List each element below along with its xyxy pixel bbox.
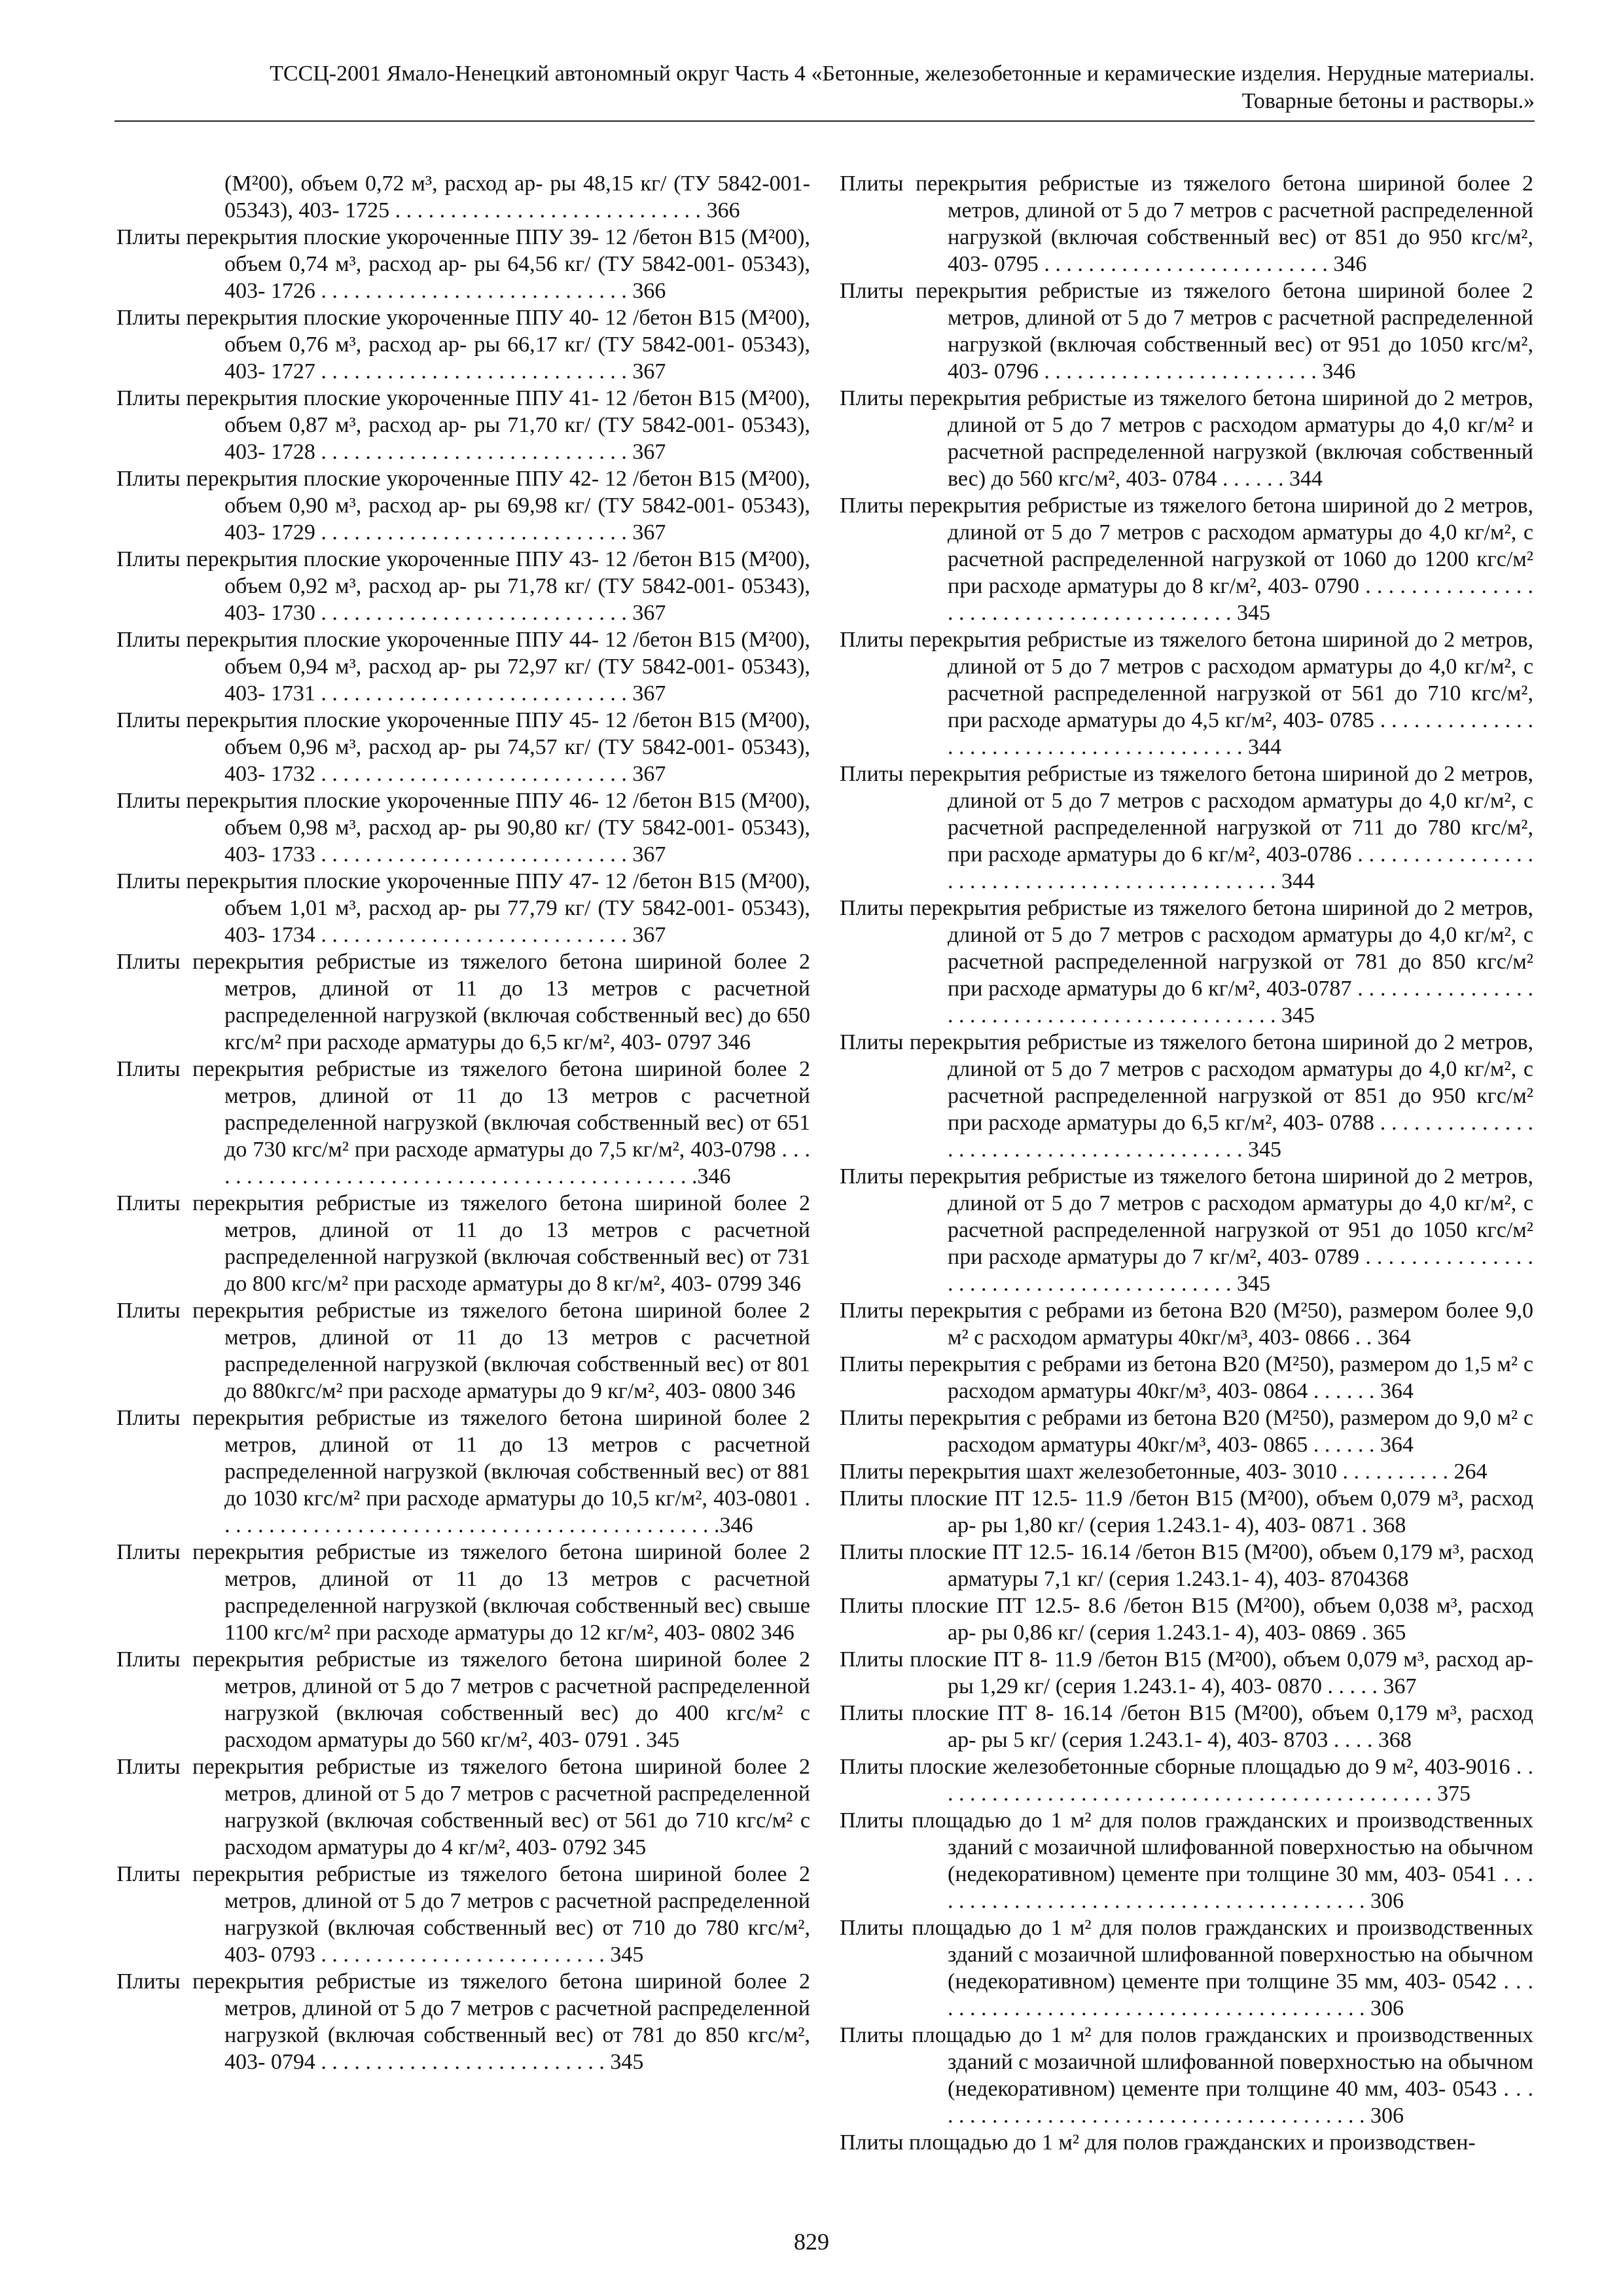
index-entry: Плиты перекрытия ребристые из тяжелого бетона шириной более 2 метров, длиной от 11 до 13 метров с расчетной распределенной нагрузкой (включая собственный вес) до 650 кгс/м² при расходе арматуры до 6,5 кг/м², 403- 0797 346 xyxy=(116,950,810,1054)
index-entry: Плиты плоские ПТ 12.5- 11.9 /бетон В15 (М²00), объем 0,079 м³, расход ар- ры 1,80 кг/ (серия 1.243.1- 4), 403- 0871 . 368 xyxy=(840,1486,1533,1537)
index-entry: Плиты площадью до 1 м² для полов гражданских и производственных зданий с мозаичной шлифованной поверхностью на обычном (недекоративном) цементе при толщине 35 мм, 403- 0542 . . . . . . . . . . . . . . . . . . . . . . . . . . . . . . . . . . . . . . . . . 306 xyxy=(840,1916,1533,2020)
index-entry: Плиты перекрытия шахт железобетонные, 403- 3010 . . . . . . . . . . 264 xyxy=(840,1460,1488,1484)
index-entry: Плиты перекрытия плоские укороченные ППУ 39- 12 /бетон В15 (М²00), объем 0,74 м³, расход ар- ры 64,56 кг/ (ТУ 5842-001- 05343), 403- 1726 . . . . . . . . . . . . . . . . . . . . . . . . . . . . 366 xyxy=(116,225,810,303)
index-entry: Плиты плоские железобетонные сборные площадью до 9 м², 403-9016 . . . . . . . . . . . . . . . . . . . . . . . . . . . . . . . . . . . . . . . . . . . . . . 375 xyxy=(840,1755,1533,1806)
running-header-line-1: ТССЦ-2001 Ямало-Ненецкий автономный округ Часть 4 «Бетонные, железобетонные и керамические изделия. Нерудные материалы. xyxy=(270,62,1535,86)
index-entry: Плиты перекрытия ребристые из тяжелого бетона шириной более 2 метров, длиной от 11 до 13 метров с расчетной распределенной нагрузкой (включая собственный вес) свыше 1100 кгс/м² при расходе арматуры до 12 кг/м², 403- 0802 346 xyxy=(116,1540,810,1645)
index-entry: Плиты перекрытия плоские укороченные ППУ 42- 12 /бетон В15 (М²00), объем 0,90 м³, расход ар- ры 69,98 кг/ (ТУ 5842-001- 05343), 403- 1729 . . . . . . . . . . . . . . . . . . . . . . . . . . . . 367 xyxy=(116,467,810,545)
header-divider xyxy=(115,120,1535,122)
index-entry: Плиты перекрытия плоские укороченные ППУ 43- 12 /бетон В15 (М²00), объем 0,92 м³, расход ар- ры 71,78 кг/ (ТУ 5842-001- 05343), 403- 1730 . . . . . . . . . . . . . . . . . . . . . . . . . . . . 367 xyxy=(116,547,810,625)
index-entry: Плиты плоские ПТ 8- 11.9 /бетон В15 (М²00), объем 0,079 м³, расход ар- ры 1,29 кг/ (серия 1.243.1- 4), 403- 0870 . . . . . 367 xyxy=(840,1647,1533,1698)
index-entry: Плиты перекрытия плоские укороченные ППУ 45- 12 /бетон В15 (М²00), объем 0,96 м³, расход ар- ры 74,57 кг/ (ТУ 5842-001- 05343), 403- 1732 . . . . . . . . . . . . . . . . . . . . . . . . . . . . 367 xyxy=(116,708,810,786)
index-entry: Плиты перекрытия плоские укороченные ППУ 46- 12 /бетон В15 (М²00), объем 0,98 м³, расход ар- ры 90,80 кг/ (ТУ 5842-001- 05343), 403- 1733 . . . . . . . . . . . . . . . . . . . . . . . . . . . . 367 xyxy=(116,789,810,867)
index-entry: Плиты перекрытия плоские укороченные ППУ 41- 12 /бетон В15 (М²00), объем 0,87 м³, расход ар- ры 71,70 кг/ (ТУ 5842-001- 05343), 403- 1728 . . . . . . . . . . . . . . . . . . . . . . . . . . . . 367 xyxy=(116,386,810,464)
index-entry: Плиты перекрытия ребристые из тяжелого бетона шириной более 2 метров, длиной от 11 до 13 метров с расчетной распределенной нагрузкой (включая собственный вес) от 651 до 730 кгс/м² при расходе арматуры до 7,5 кг/м², 403-0798 . . . . . . . . . . . . . . . . . . . . . . . . . . . . . . . . . . . . . . . . . . . . . .346 xyxy=(116,1057,810,1189)
index-entry: Плиты перекрытия ребристые из тяжелого бетона шириной более 2 метров, длиной от 5 до 7 метров с расчетной распределенной нагрузкой (включая собственный вес) от 561 до 710 кгс/м² с расходом арматуры до 4 кг/м², 403- 0792 345 xyxy=(116,1755,810,1859)
index-entry: Плиты перекрытия ребристые из тяжелого бетона шириной до 2 метров, длиной от 5 до 7 метров с расходом арматуры до 4,0 кг/м² и расчетной распределенной нагрузкой (включая собственный вес) до 560 кгс/м², 403- 0784 . . . . . . 344 xyxy=(840,386,1533,491)
index-entry: Плиты перекрытия ребристые из тяжелого бетона шириной более 2 метров, длиной от 5 до 7 метров с расчетной распределенной нагрузкой (включая собственный вес) от 851 до 950 кгс/м², 403- 0795 . . . . . . . . . . . . . . . . . . . . . . . . . . 346 xyxy=(840,171,1533,276)
index-entry: Плиты перекрытия ребристые из тяжелого бетона шириной более 2 метров, длиной от 5 до 7 метров с расчетной распределенной нагрузкой (включая собственный вес) от 710 до 780 кгс/м², 403- 0793 . . . . . . . . . . . . . . . . . . . . . . . . . . 345 xyxy=(116,1862,810,1967)
index-entry: Плиты перекрытия ребристые из тяжелого бетона шириной более 2 метров, длиной от 5 до 7 метров с расчетной распределенной нагрузкой (включая собственный вес) от 781 до 850 кгс/м², 403- 0794 . . . . . . . . . . . . . . . . . . . . . . . . . . 345 xyxy=(116,1969,810,2074)
index-entry: Плиты перекрытия ребристые из тяжелого бетона шириной до 2 метров, длиной от 5 до 7 метров с расходом арматуры до 4,0 кг/м², с расчетной распределенной нагрузкой от 711 до 780 кгс/м², при расходе арматуры до 6 кг/м², 403-0786 . . . . . . . . . . . . . . . . . . . . . . . . . . . . . . . . . . . . . . . . . . . . . . 344 xyxy=(840,762,1533,893)
index-entry: (М²00), объем 0,72 м³, расход ар- ры 48,15 кг/ (ТУ 5842-001- 05343), 403- 1725 . . . . . . . . . . . . . . . . . . . . . . . . . . . . 366 xyxy=(224,171,810,223)
running-header xyxy=(115,60,1535,115)
running-header-line-2: Товарные бетоны и растворы.» xyxy=(1241,89,1535,113)
index-column-left xyxy=(116,170,810,2075)
index-entry: Плиты перекрытия плоские укороченные ППУ 40- 12 /бетон В15 (М²00), объем 0,76 м³, расход ар- ры 66,17 кг/ (ТУ 5842-001- 05343), 403- 1727 . . . . . . . . . . . . . . . . . . . . . . . . . . . . 367 xyxy=(116,306,810,384)
index-entry: Плиты перекрытия ребристые из тяжелого бетона шириной до 2 метров, длиной от 5 до 7 метров с расходом арматуры до 4,0 кг/м², с расчетной распределенной нагрузкой от 951 до 1050 кгс/м² при расходе арматуры до 7 кг/м², 403- 0789 . . . . . . . . . . . . . . . . . . . . . . . . . . . . . . . . . . . . . . . . . 345 xyxy=(840,1164,1533,1296)
index-entry: Плиты перекрытия с ребрами из бетона В20 (М²50), размером более 9,0 м² с расходом арматуры 40кг/м³, 403- 0866 . . 364 xyxy=(840,1299,1533,1350)
index-entry: Плиты перекрытия ребристые из тяжелого бетона шириной более 2 метров, длиной от 11 до 13 метров с расчетной распределенной нагрузкой (включая собственный вес) от 881 до 1030 кгс/м² при расходе арматуры до 10,5 кг/м², 403-0801 . . . . . . . . . . . . . . . . . . . . . . . . . . . . . . . . . . . . . . . . . . . . . .346 xyxy=(116,1406,810,1537)
index-entry: Плиты плоские ПТ 12.5- 16.14 /бетон В15 (М²00), объем 0,179 м³, расход арматуры 7,1 кг/ (серия 1.243.1- 4), 403- 8704368 xyxy=(840,1540,1533,1591)
index-entry: Плиты плоские ПТ 8- 16.14 /бетон В15 (М²00), объем 0,179 м³, расход ар- ры 5 кг/ (серия 1.243.1- 4), 403- 8703 . . . . 368 xyxy=(840,1701,1533,1752)
index-entry: Плиты перекрытия ребристые из тяжелого бетона шириной до 2 метров, длиной от 5 до 7 метров с расходом арматуры до 4,0 кг/м², с расчетной распределенной нагрузкой от 1060 до 1200 кгс/м² при расходе арматуры до 8 кг/м², 403- 0790 . . . . . . . . . . . . . . . . . . . . . . . . . . . . . . . . . . . . . . . . . 345 xyxy=(840,493,1533,625)
index-entry: Плиты площадью до 1 м² для полов гражданских и производственных зданий с мозаичной шлифованной поверхностью на обычном (недекоративном) цементе при толщине 40 мм, 403- 0543 . . . . . . . . . . . . . . . . . . . . . . . . . . . . . . . . . . . . . . . . . 306 xyxy=(840,2023,1533,2128)
index-entry: Плиты перекрытия ребристые из тяжелого бетона шириной более 2 метров, длиной от 11 до 13 метров с расчетной распределенной нагрузкой (включая собственный вес) от 731 до 800 кгс/м² при расходе арматуры до 8 кг/м², 403- 0799 346 xyxy=(116,1191,810,1296)
index-entry: Плиты перекрытия ребристые из тяжелого бетона шириной до 2 метров, длиной от 5 до 7 метров с расходом арматуры до 4,0 кг/м², с расчетной распределенной нагрузкой от 851 до 950 кгс/м² при расходе арматуры до 6,5 кг/м², 403- 0788 . . . . . . . . . . . . . . . . . . . . . . . . . . . . . . . . . . . . . . . . . 345 xyxy=(840,1030,1533,1162)
index-entry: Плиты площадью до 1 м² для полов гражданских и производствен- xyxy=(840,2130,1476,2155)
index-entry: Плиты плоские ПТ 12.5- 8.6 /бетон В15 (М²00), объем 0,038 м³, расход ар- ры 0,86 кг/ (серия 1.243.1- 4), 403- 0869 . 365 xyxy=(840,1594,1533,1645)
index-entry: Плиты перекрытия ребристые из тяжелого бетона шириной более 2 метров, длиной от 5 до 7 метров с расчетной распределенной нагрузкой (включая собственный вес) до 400 кгс/м² с расходом арматуры до 560 кг/м², 403- 0791 . 345 xyxy=(116,1647,810,1752)
index-entry: Плиты перекрытия ребристые из тяжелого бетона шириной более 2 метров, длиной от 11 до 13 метров с расчетной распределенной нагрузкой (включая собственный вес) от 801 до 880кгс/м² при расходе арматуры до 9 кг/м², 403- 0800 346 xyxy=(116,1299,810,1403)
index-entry: Плиты перекрытия с ребрами из бетона В20 (М²50), размером до 9,0 м² с расходом арматуры 40кг/м³, 403- 0865 . . . . . . 364 xyxy=(840,1406,1533,1457)
index-entry: Плиты перекрытия ребристые из тяжелого бетона шириной более 2 метров, длиной от 5 до 7 метров с расчетной распределенной нагрузкой (включая собственный вес) от 951 до 1050 кгс/м², 403- 0796 . . . . . . . . . . . . . . . . . . . . . . . . . 346 xyxy=(840,279,1533,384)
index-entry: Плиты перекрытия плоские укороченные ППУ 44- 12 /бетон В15 (М²00), объем 0,94 м³, расход ар- ры 72,97 кг/ (ТУ 5842-001- 05343), 403- 1731 . . . . . . . . . . . . . . . . . . . . . . . . . . . . 367 xyxy=(116,628,810,706)
index-entry: Плиты площадью до 1 м² для полов гражданских и производственных зданий с мозаичной шлифованной поверхностью на обычном (недекоративном) цементе при толщине 30 мм, 403- 0541 . . . . . . . . . . . . . . . . . . . . . . . . . . . . . . . . . . . . . . . . . 306 xyxy=(840,1808,1533,1913)
index-column-right xyxy=(840,170,1533,2156)
page-number: 829 xyxy=(794,2229,829,2255)
index-entry: Плиты перекрытия плоские укороченные ППУ 47- 12 /бетон В15 (М²00), объем 1,01 м³, расход ар- ры 77,79 кг/ (ТУ 5842-001- 05343), 403- 1734 . . . . . . . . . . . . . . . . . . . . . . . . . . . . 367 xyxy=(116,869,810,947)
index-entry: Плиты перекрытия ребристые из тяжелого бетона шириной до 2 метров, длиной от 5 до 7 метров с расходом арматуры до 4,0 кг/м², с расчетной распределенной нагрузкой от 561 до 710 кгс/м², при расходе арматуры до 4,5 кг/м², 403- 0785 . . . . . . . . . . . . . . . . . . . . . . . . . . . . . . . . . . . . . . . . . 344 xyxy=(840,628,1533,759)
index-entry: Плиты перекрытия ребристые из тяжелого бетона шириной до 2 метров, длиной от 5 до 7 метров с расходом арматуры до 4,0 кг/м², с расчетной распределенной нагрузкой от 781 до 850 кгс/м² при расходе арматуры до 6 кг/м², 403-0787 . . . . . . . . . . . . . . . . . . . . . . . . . . . . . . . . . . . . . . . . . . . . . . 345 xyxy=(840,896,1533,1028)
index-entry: Плиты перекрытия с ребрами из бетона В20 (М²50), размером до 1,5 м² с расходом арматуры 40кг/м³, 403- 0864 . . . . . . 364 xyxy=(840,1352,1533,1403)
